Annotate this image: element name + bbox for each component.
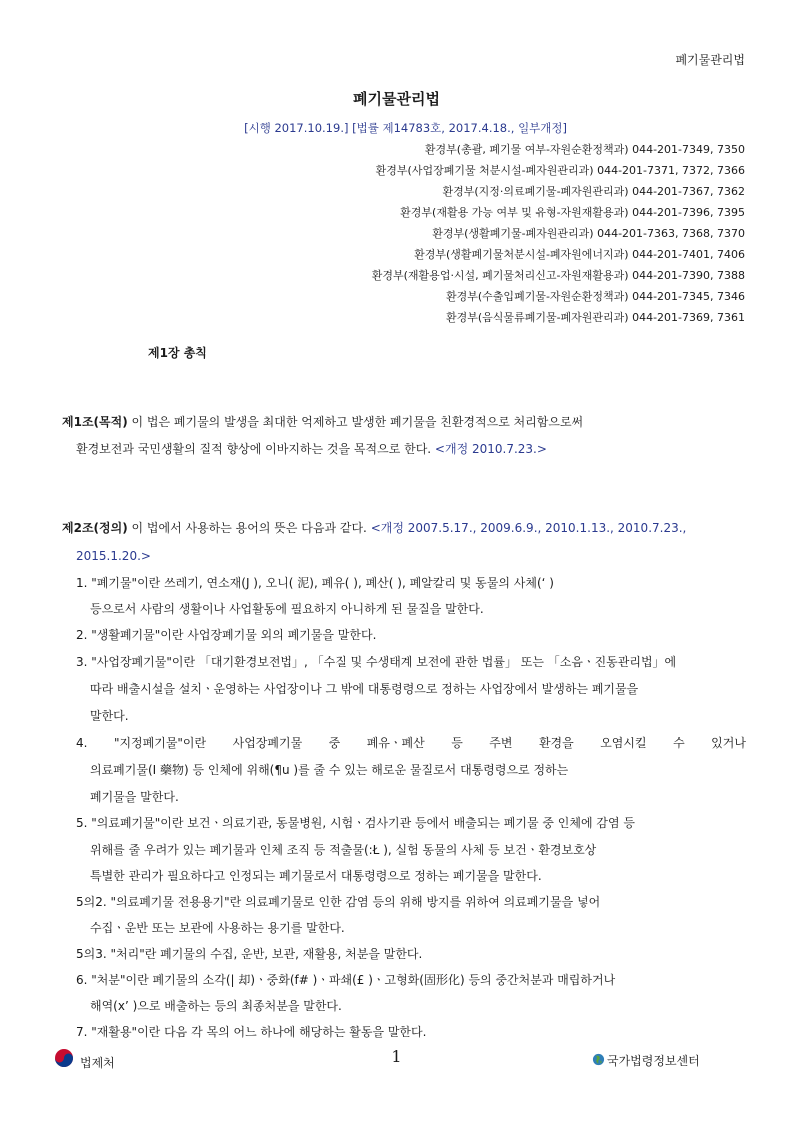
page-number: 1	[391, 1047, 402, 1066]
word: "지정폐기물"이란	[113, 736, 207, 750]
word: 환경을	[538, 736, 574, 750]
word: 폐유ㆍ폐산	[366, 736, 425, 750]
footer-source	[592, 1052, 700, 1069]
enforcement-info: [시행 2017.10.19.] [법률 제14783호, 2017.4.18., 일부개정]	[244, 121, 567, 135]
item-5-line-2: 위해를 줄 우려가 있는 폐기물과 인체 조직 등 적출물(:Ł ), 실험 동물의 사체 등 보건ㆍ환경보호상	[90, 843, 597, 857]
amendment-link[interactable]: 2015.1.20.>	[76, 549, 151, 563]
contact-line: 환경부(총괄, 폐기물 여부-자원순환정책과) 044-201-7349, 7350	[424, 143, 745, 156]
article-1-text-cont: 환경보전과 국민생활의 질적 향상에 이바지하는 것을 목적으로 한다.	[76, 442, 435, 456]
footer-publisher: 법제처	[80, 1056, 115, 1070]
contact-line: 환경부(음식물류폐기물-폐자원관리과) 044-201-7369, 7361	[446, 311, 745, 324]
item-5-2-line-1: 5의2. "의료폐기물 전용용기"란 의료폐기물로 인한 감염 등의 위해 방지를 위하여 의료폐기물을 넣어	[76, 895, 601, 909]
item-6-line-1: 6. "처분"이란 폐기물의 소각(| 却)ㆍ중화(f# )ㆍ파쇄(£ )ㆍ고형화(固形化) 등의 중간처분과 매립하거나	[76, 973, 616, 987]
contact-line: 환경부(재활용 가능 여부 및 유형-자원재활용과) 044-201-7396, 7395	[400, 206, 745, 219]
amendment-link[interactable]: <개정 2010.7.23.>	[434, 442, 547, 456]
article-1-text: 이 법은 폐기물의 발생을 최대한 억제하고 발생한 폐기물을 친환경적으로 처리함으로써	[127, 415, 584, 429]
item-6-line-2: 해역(x’ )으로 배출하는 등의 최종처분을 말한다.	[90, 999, 342, 1013]
item-5-3: 5의3. "처리"란 폐기물의 수집, 운반, 보관, 재활용, 처분을 말한다.	[76, 947, 423, 961]
contact-line: 환경부(생활폐기물처분시설-폐자원에너지과) 044-201-7401, 7406	[414, 248, 745, 261]
page-title: 폐기물관리법	[353, 90, 440, 108]
item-5-line-1: 5. "의료폐기물"이란 보건ㆍ의료기관, 동물병원, 시험ㆍ검사기관 등에서 배출되는 폐기물 중 인체에 감염 등	[76, 816, 635, 830]
article-2-heading: 제2조(정의)	[62, 521, 128, 535]
word: 오염시킬	[600, 736, 647, 750]
item-4-line-3: 폐기물을 말한다.	[90, 790, 179, 804]
contact-line: 환경부(지정·의료폐기물-폐자원관리과) 044-201-7367, 7362	[442, 185, 745, 198]
article-1-heading: 제1조(목적)	[62, 415, 128, 429]
word: 사업장폐기물	[232, 736, 303, 750]
contact-line: 환경부(재활용업·시설, 폐기물처리신고-자원재활용과) 044-201-7390, 7388	[371, 269, 745, 282]
item-4-line-1	[76, 730, 746, 756]
article-2-line-1	[62, 515, 686, 541]
word: 등	[451, 736, 463, 750]
globe-icon	[592, 1053, 605, 1069]
item-1-line-1: 1. "폐기물"이란 쓰레기, 연소재(J ), 오니( 泥), 폐유( ), 폐산( ), 폐알칼리 및 동물의 사체(‘ )	[76, 576, 554, 590]
item-5-line-3: 특별한 관리가 필요하다고 인정되는 폐기물로서 대통령령으로 정하는 폐기물을 말한다.	[90, 869, 542, 883]
article-1-line-1	[62, 409, 583, 435]
word: 4.	[76, 736, 88, 750]
item-5-2-line-2: 수집ㆍ운반 또는 보관에 사용하는 용기를 말한다.	[90, 921, 345, 935]
item-1-line-2: 등으로서 사람의 생활이나 사업활동에 필요하지 아니하게 된 물질을 말한다.	[90, 602, 484, 616]
item-3-line-3: 말한다.	[90, 709, 129, 723]
item-4-line-2: 의료폐기물(I 藥物) 등 인체에 위해(¶u )를 줄 수 있는 해로운 물질로서 대통령령으로 정하는	[90, 763, 569, 777]
amendment-link[interactable]: <개정 2007.5.17., 2009.6.9., 2010.1.13., 2010.7.23.,	[370, 521, 687, 535]
word: 중	[328, 736, 341, 750]
contact-line: 환경부(생활폐기물-폐자원관리과) 044-201-7363, 7368, 7370	[432, 227, 745, 240]
article-2-intro: 이 법에서 사용하는 용어의 뜻은 다음과 같다.	[127, 521, 371, 535]
item-3-line-1: 3. "사업장폐기물"이란 「대기환경보전법」, 「수질 및 수생태계 보전에 관한 법률」 또는 「소음ㆍ진동관리법」에	[76, 655, 677, 669]
contact-list	[372, 139, 745, 328]
word: 수	[673, 736, 685, 750]
word: 주변	[489, 736, 513, 750]
footer-source-label: 국가법령정보센터	[607, 1054, 700, 1068]
word: 있거나	[711, 736, 746, 750]
article-1-line-2	[76, 436, 547, 462]
item-7: 7. "재활용"이란 다음 각 목의 어느 하나에 해당하는 활동을 말한다.	[76, 1025, 427, 1039]
item-2: 2. "생활폐기물"이란 사업장폐기물 외의 폐기물을 말한다.	[76, 628, 377, 642]
chapter-heading: 제1장 총칙	[148, 346, 207, 360]
item-3-line-2: 따라 배출시설을 설치ㆍ운영하는 사업장이나 그 밖에 대통령령으로 정하는 사업장에서 발생하는 폐기물을	[90, 682, 639, 696]
contact-line: 환경부(수출입폐기물-자원순환정책과) 044-201-7345, 7346	[446, 290, 745, 303]
contact-line: 환경부(사업장폐기물 처분시설-폐자원관리과) 044-201-7371, 7372, 7366	[375, 164, 745, 177]
running-header: 폐기물관리법	[675, 53, 745, 67]
